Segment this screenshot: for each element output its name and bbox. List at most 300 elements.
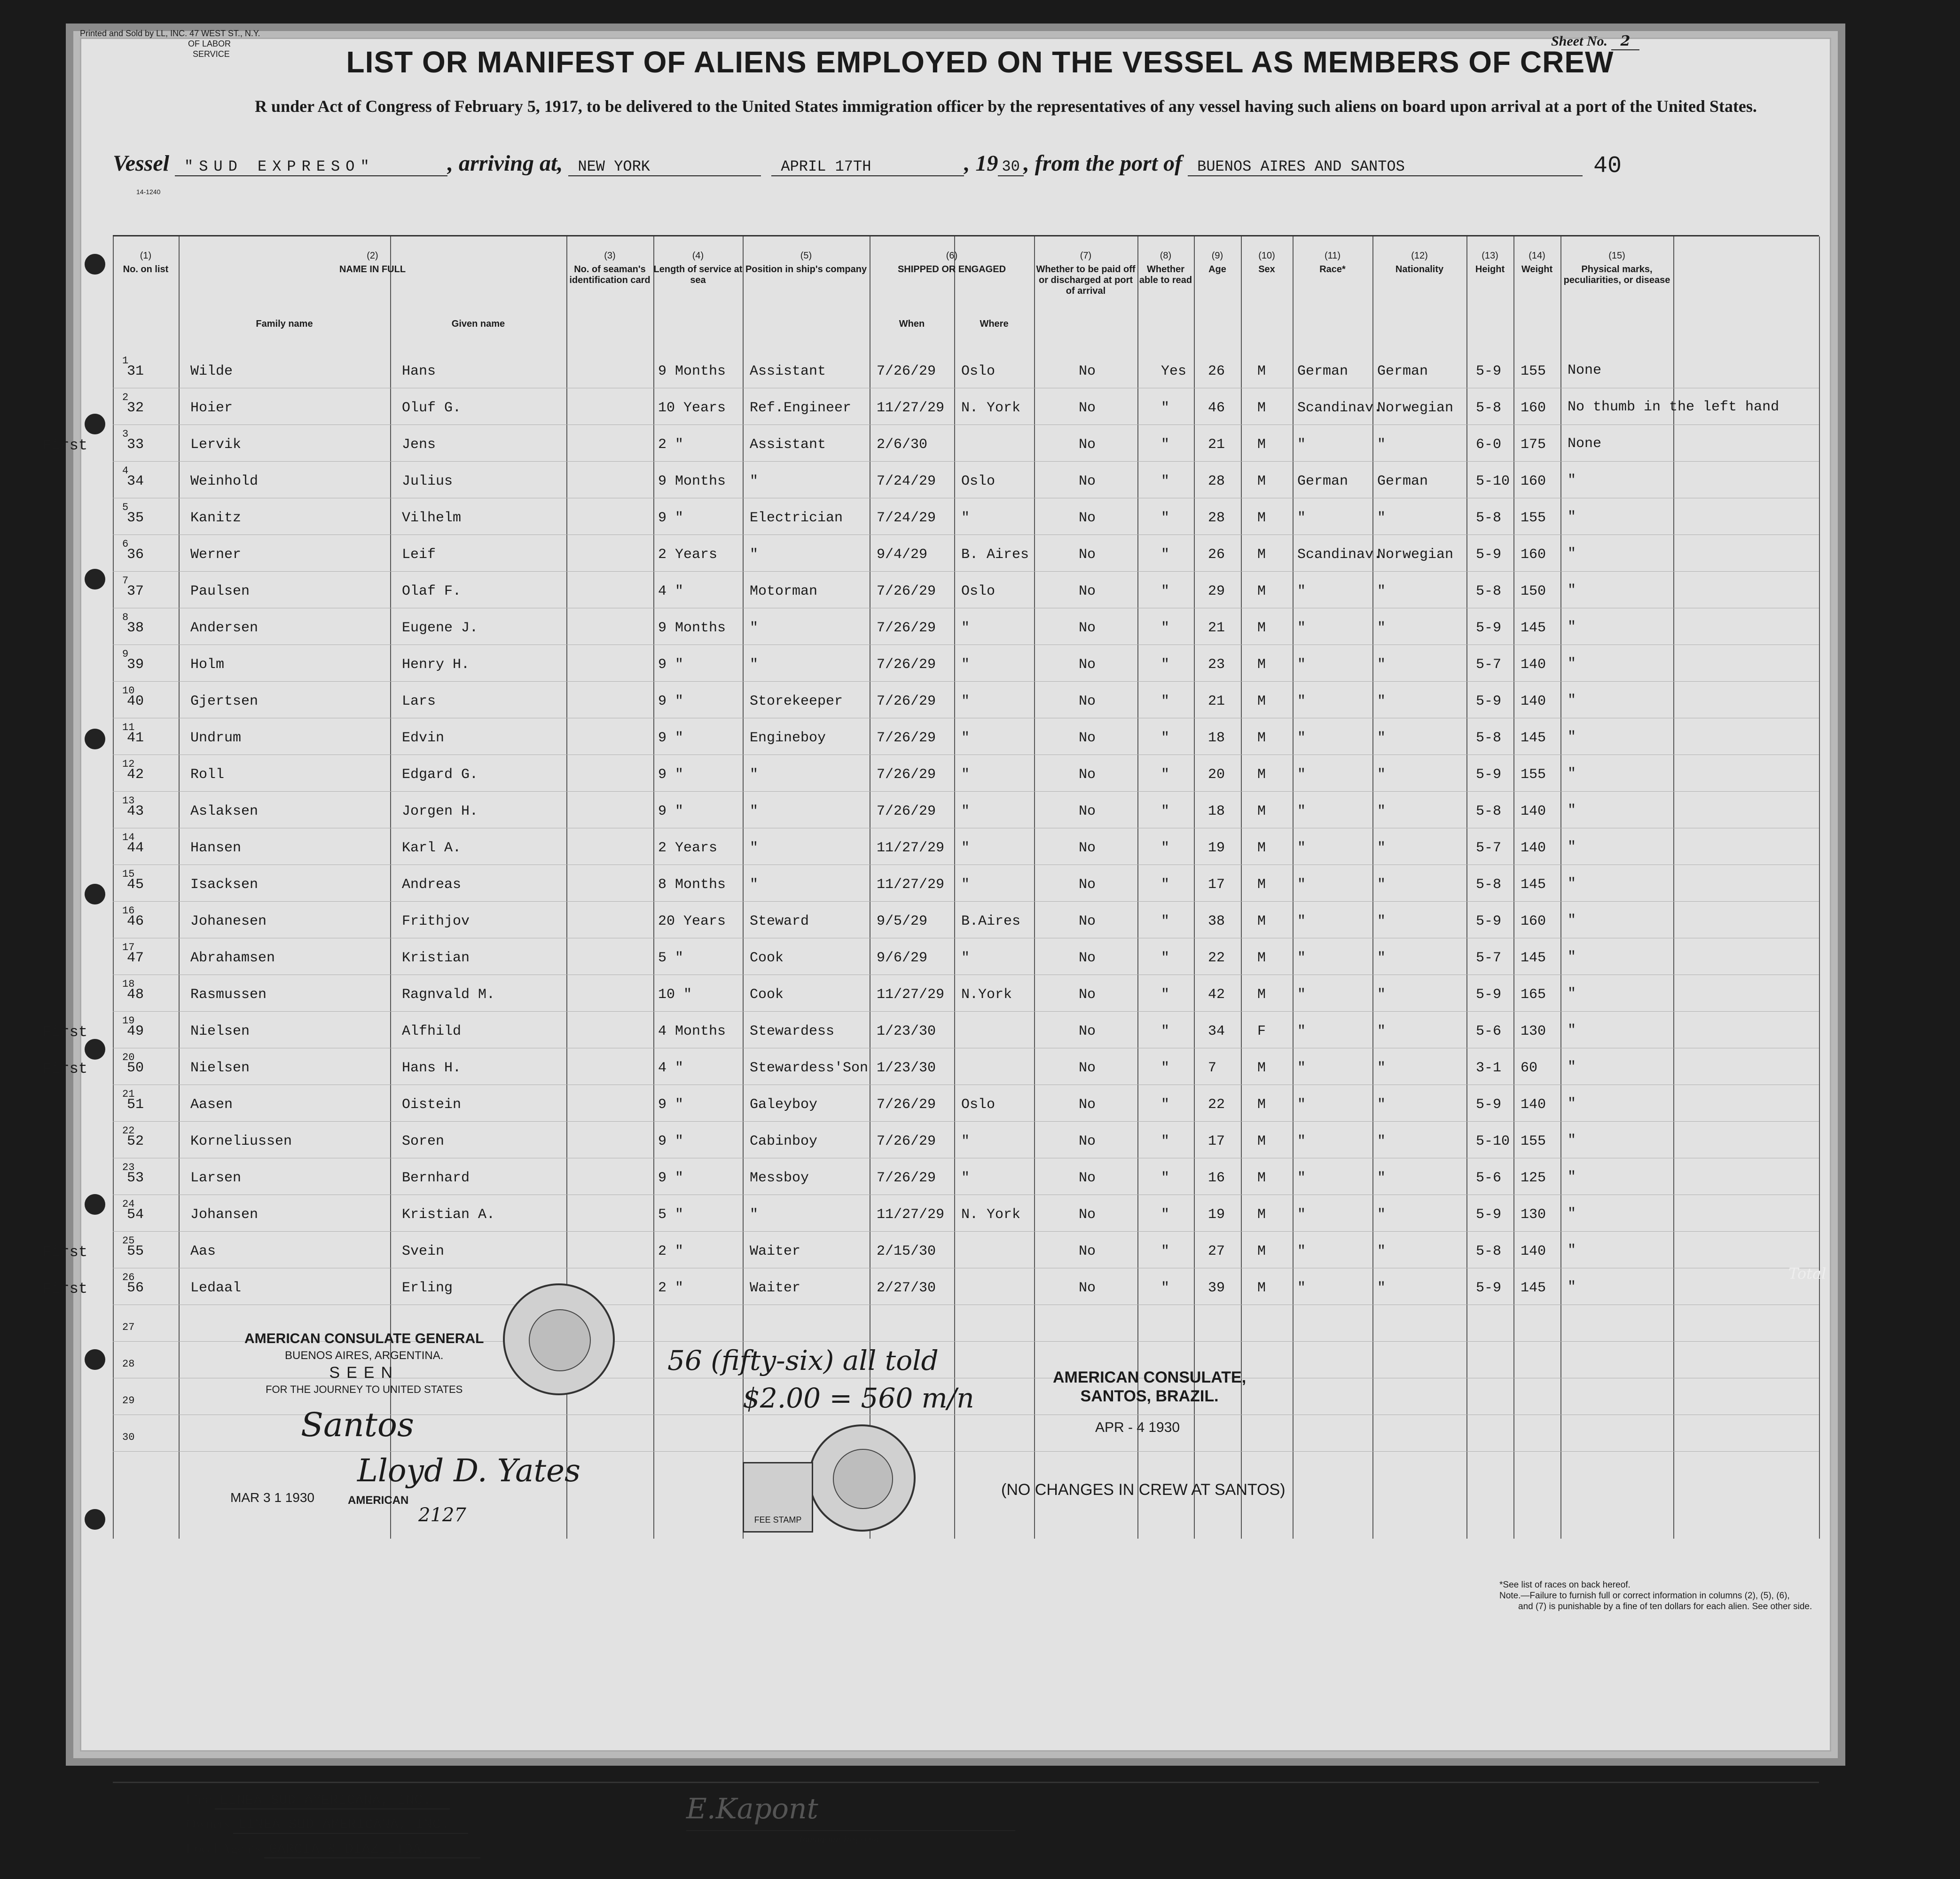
cell-age: 28 — [1208, 510, 1225, 526]
cell-age: 27 — [1208, 1243, 1225, 1259]
cell-weight: 145 — [1521, 620, 1546, 636]
cell-position: Messboy — [750, 1170, 809, 1186]
col-header-5 — [743, 251, 870, 275]
cell-service: 2 " — [658, 437, 684, 453]
cell-family: Roll — [190, 767, 225, 783]
form-number: 14-1240 — [136, 188, 161, 196]
cell-given: Oistein — [402, 1097, 462, 1113]
cell-service: 5 " — [658, 950, 684, 966]
cell-position: " — [750, 1207, 759, 1223]
margin-annotation: First — [42, 1243, 88, 1261]
list-number: 53 — [127, 1170, 144, 1186]
binder-hole — [85, 1349, 105, 1370]
cell-sex: M — [1257, 473, 1266, 489]
cell-service: 9 " — [658, 803, 684, 819]
department-text: OF LABOR — [188, 39, 231, 48]
cell-when: 9/6/29 — [877, 950, 928, 966]
cell-nat: " — [1377, 1060, 1386, 1076]
vessel-label: Vessel — [113, 151, 169, 176]
cell-position: " — [750, 840, 759, 856]
cell-service: 2 " — [658, 1280, 684, 1296]
cell-paid: No — [1079, 1060, 1096, 1076]
column-divider — [1513, 236, 1514, 1539]
cell-weight: 125 — [1521, 1170, 1546, 1186]
column-divider — [1034, 236, 1035, 1539]
owners-value: LINEA SUD AMERICANA, INC. — [233, 1817, 468, 1834]
cell-position: Engineboy — [750, 730, 826, 746]
cell-height: 5-9 — [1476, 1097, 1502, 1113]
cell-paid: No — [1079, 1280, 1096, 1296]
row-rule — [113, 791, 1819, 792]
cell-given: Svein — [402, 1243, 445, 1259]
arrival-date: APRIL 17TH — [771, 158, 964, 176]
line-number: 17 — [122, 942, 135, 953]
footer-form-code: 14-1240 — [186, 1871, 210, 1879]
line-number: 2 — [122, 392, 129, 403]
line-number: 12 — [122, 758, 135, 770]
consulate-stamp-santos — [1053, 1368, 1246, 1406]
cell-height: 5-7 — [1476, 657, 1502, 673]
cell-when: 7/26/29 — [877, 363, 936, 379]
cell-age: 17 — [1208, 877, 1225, 893]
cell-paid: No — [1079, 767, 1096, 783]
binder-hole — [85, 1509, 105, 1530]
row-rule — [113, 1451, 1819, 1452]
handwritten-total: 56 (fifty-six) all told — [667, 1344, 939, 1376]
line-number: 9 — [122, 648, 129, 660]
cell-marks: " — [1568, 1096, 1576, 1112]
cell-race: German — [1297, 473, 1348, 489]
cell-when: 2/27/30 — [877, 1280, 936, 1296]
line-number: 30 — [122, 1431, 135, 1443]
line-number: 29 — [122, 1395, 135, 1407]
cell-height: 5-7 — [1476, 950, 1502, 966]
cell-family: Nielsen — [190, 1023, 250, 1039]
cell-marks: " — [1568, 1242, 1576, 1258]
cell-service: 8 Months — [658, 877, 726, 893]
cell-family: Andersen — [190, 620, 259, 636]
cell-race: " — [1297, 913, 1306, 929]
cell-marks: " — [1568, 876, 1576, 892]
cell-marks: " — [1568, 582, 1576, 598]
col-number: (10) — [1258, 251, 1275, 261]
cell-service: 9 " — [658, 1133, 684, 1149]
page-title: LIST OR MANIFEST OF ALIENS EMPLOYED ON THE VESSEL AS MEMBERS OF CREW — [346, 45, 1614, 79]
department-service: SERVICE — [193, 49, 230, 59]
col-header-7 — [1034, 251, 1137, 297]
cell-weight: 145 — [1521, 730, 1546, 746]
cell-given: Lars — [402, 693, 436, 709]
cell-position: " — [750, 657, 759, 673]
stamp-line: SANTOS, BRAZIL. — [1080, 1387, 1219, 1405]
cell-race: " — [1297, 1170, 1306, 1186]
fee-number: 2127 — [418, 1504, 466, 1526]
cell-when: 11/27/29 — [877, 987, 945, 1003]
cell-height: 5-9 — [1476, 987, 1502, 1003]
cell-where: " — [961, 803, 970, 819]
cell-race: German — [1297, 363, 1348, 379]
cell-service: 9 " — [658, 767, 684, 783]
list-number: 47 — [127, 950, 144, 966]
cell-service: 10 Years — [658, 400, 726, 416]
col-header-15 — [1560, 251, 1673, 286]
cell-nat: " — [1377, 803, 1386, 819]
cell-race: " — [1297, 803, 1306, 819]
cell-service: 4 " — [658, 1060, 684, 1076]
cell-position: " — [750, 620, 759, 636]
cell-age: 17 — [1208, 1133, 1225, 1149]
cell-weight: 140 — [1521, 1243, 1546, 1259]
margin-annotation: First — [42, 1060, 88, 1077]
line-number: 28 — [122, 1358, 135, 1370]
cell-family: Abrahamsen — [190, 950, 275, 966]
list-number: 33 — [127, 437, 144, 453]
cell-weight: 130 — [1521, 1023, 1546, 1039]
cell-paid: No — [1079, 437, 1096, 453]
cell-paid: No — [1079, 620, 1096, 636]
cell-paid: No — [1079, 547, 1096, 563]
col-header-1 — [113, 251, 179, 275]
col-label: Weight — [1521, 264, 1553, 275]
cell-height: 5-8 — [1476, 400, 1502, 416]
footer — [113, 1782, 1819, 1879]
fee-stamp-label: FEE STAMP — [754, 1515, 802, 1525]
col-number: (2) — [367, 251, 378, 261]
owners-label: Owners — [186, 1816, 230, 1832]
cell-given: Leif — [402, 547, 436, 563]
cell-when: 9/4/29 — [877, 547, 928, 563]
cell-sex: M — [1257, 913, 1266, 929]
from-port: BUENOS AIRES AND SANTOS — [1188, 158, 1583, 176]
printer-address: LL, INC. 47 WEST ST., N.Y. — [156, 29, 260, 38]
cell-race: " — [1297, 583, 1306, 599]
cell-position: Cook — [750, 987, 784, 1003]
stamp-date-santos: APR - 4 1930 — [1095, 1420, 1180, 1435]
cell-race: Scandinav. — [1297, 547, 1382, 563]
cell-read: " — [1161, 877, 1170, 893]
owners-field — [186, 1816, 468, 1834]
cell-race: Scandinav. — [1297, 400, 1382, 416]
line-number: 18 — [122, 978, 135, 990]
cell-paid: No — [1079, 1023, 1096, 1039]
cell-height: 5-8 — [1476, 583, 1502, 599]
line-label: Line — [186, 1792, 212, 1807]
binder-hole — [85, 1194, 105, 1215]
cell-given: Edgard G. — [402, 767, 478, 783]
list-number: 36 — [127, 547, 144, 563]
cell-service: 4 Months — [658, 1023, 726, 1039]
list-number: 41 — [127, 730, 144, 746]
line-number: 13 — [122, 795, 135, 807]
cell-where: " — [961, 767, 970, 783]
arriving-label: , arriving at, — [447, 151, 563, 176]
cell-weight: 165 — [1521, 987, 1546, 1003]
cell-age: 34 — [1208, 1023, 1225, 1039]
cell-position: " — [750, 767, 759, 783]
line-number: 11 — [122, 722, 135, 733]
cell-paid: No — [1079, 1243, 1096, 1259]
cell-when: 9/5/29 — [877, 913, 928, 929]
cell-service: 4 " — [658, 583, 684, 599]
cell-service: 20 Years — [658, 913, 726, 929]
cell-where: B.Aires — [961, 913, 1021, 929]
binder-hole — [85, 884, 105, 904]
cell-marks: " — [1568, 1022, 1576, 1038]
cell-when: 7/26/29 — [877, 1097, 936, 1113]
cell-given: Edvin — [402, 730, 445, 746]
col-number: (8) — [1160, 251, 1172, 261]
cell-family: Larsen — [190, 1170, 242, 1186]
line-number: 3 — [122, 428, 129, 440]
cell-marks: " — [1568, 839, 1576, 855]
cell-nat: " — [1377, 657, 1386, 673]
cell-given: Kristian A. — [402, 1207, 495, 1223]
cell-given: Bernhard — [402, 1170, 470, 1186]
cell-age: 28 — [1208, 473, 1225, 489]
col-number: (5) — [800, 251, 812, 261]
binder-hole — [85, 1039, 105, 1060]
cell-given: Hans H. — [402, 1060, 462, 1076]
cell-age: 42 — [1208, 987, 1225, 1003]
column-divider — [1372, 236, 1373, 1539]
cell-height: 5-9 — [1476, 547, 1502, 563]
cell-family: Aslaksen — [190, 803, 259, 819]
line-number: 25 — [122, 1235, 135, 1247]
cell-when: 11/27/29 — [877, 1207, 945, 1223]
cell-race: " — [1297, 1097, 1306, 1113]
cell-race: " — [1297, 1133, 1306, 1149]
note-line: Note.—Failure to furnish full or correct information in columns (2), (5), (6), — [1499, 1591, 1790, 1601]
cell-when: 7/26/29 — [877, 730, 936, 746]
cell-when: 7/26/29 — [877, 767, 936, 783]
cell-family: Aas — [190, 1243, 216, 1259]
cell-age: 21 — [1208, 693, 1225, 709]
row-rule — [113, 1231, 1819, 1232]
cell-race: " — [1297, 437, 1306, 453]
line-value: LINEA SUD AMERICANA, INC. — [215, 1793, 450, 1809]
consulate-stamp-buenos-aires — [244, 1330, 484, 1398]
cell-height: 5-6 — [1476, 1023, 1502, 1039]
cell-when: 7/26/29 — [877, 1133, 936, 1149]
cell-age: 18 — [1208, 730, 1225, 746]
cell-paid: No — [1079, 877, 1096, 893]
col-label: NAME IN FULL — [339, 264, 406, 275]
cell-age: 16 — [1208, 1170, 1225, 1186]
cell-family: Rasmussen — [190, 987, 267, 1003]
col-header-3 — [566, 251, 653, 286]
stamp-line: BUENOS AIRES, ARGENTINA. — [285, 1349, 444, 1362]
cell-height: 3-1 — [1476, 1060, 1502, 1076]
cell-age: 39 — [1208, 1280, 1225, 1296]
list-number: 45 — [127, 877, 144, 893]
year-suffix: 30 — [998, 158, 1023, 176]
cell-paid: No — [1079, 950, 1096, 966]
cell-read: " — [1161, 840, 1170, 856]
cell-when: 7/26/29 — [877, 1170, 936, 1186]
cell-read: " — [1161, 1133, 1170, 1149]
column-divider — [1293, 236, 1294, 1539]
cell-height: 5-8 — [1476, 877, 1502, 893]
cell-when: 1/23/30 — [877, 1060, 936, 1076]
cell-height: 5-9 — [1476, 620, 1502, 636]
col-subheader-where: Where — [980, 319, 1009, 329]
cell-age: 21 — [1208, 620, 1225, 636]
cell-given: Jorgen H. — [402, 803, 478, 819]
line-number: 19 — [122, 1015, 135, 1027]
cell-position: Stewardess'Son — [750, 1060, 869, 1076]
cell-weight: 155 — [1521, 363, 1546, 379]
seal-center — [529, 1309, 591, 1372]
no-changes-stamp: (NO CHANGES IN CREW AT SANTOS) — [1001, 1481, 1286, 1499]
cell-given: Erling — [402, 1280, 453, 1296]
cell-read: " — [1161, 950, 1170, 966]
cell-where: N. York — [961, 400, 1021, 416]
cell-given: Hans — [402, 363, 436, 379]
col-header-6 — [870, 251, 1034, 275]
cell-height: 5-9 — [1476, 1207, 1502, 1223]
cell-height: 5-9 — [1476, 693, 1502, 709]
cell-given: Vilhelm — [402, 510, 462, 526]
cell-position: Galeyboy — [750, 1097, 818, 1113]
cell-race: " — [1297, 767, 1306, 783]
footer-note — [1499, 1580, 1812, 1612]
cell-height: 5-7 — [1476, 840, 1502, 856]
col-label: Age — [1208, 264, 1226, 275]
inspector-label: Immigrant Inspector — [799, 1834, 880, 1844]
binder-hole — [85, 414, 105, 434]
cell-given: Olaf F. — [402, 583, 462, 599]
cell-where: Oslo — [961, 363, 996, 379]
col-label: Whether able to read — [1139, 264, 1192, 285]
cell-marks: " — [1568, 1279, 1576, 1295]
cell-read: " — [1161, 437, 1170, 453]
column-divider — [179, 236, 180, 1539]
cell-weight: 140 — [1521, 693, 1546, 709]
cell-weight: 160 — [1521, 547, 1546, 563]
col-number: (4) — [692, 251, 704, 261]
cell-service: 9 Months — [658, 620, 726, 636]
stamp-line: SEEN — [329, 1364, 400, 1382]
cell-age: 19 — [1208, 840, 1225, 856]
margin-annotation: First — [42, 1280, 88, 1297]
margin-annotation: First — [42, 437, 88, 454]
cell-paid: No — [1079, 1097, 1096, 1113]
cell-service: 9 Months — [658, 363, 726, 379]
cell-family: Isacksen — [190, 877, 259, 893]
cell-weight: 60 — [1521, 1060, 1538, 1076]
cell-weight: 145 — [1521, 950, 1546, 966]
cell-sex: M — [1257, 620, 1266, 636]
col-header-8 — [1137, 251, 1194, 286]
cell-read: " — [1161, 1060, 1170, 1076]
cell-nat: " — [1377, 1280, 1386, 1296]
cell-marks: " — [1568, 802, 1576, 818]
cell-read: " — [1161, 1097, 1170, 1113]
column-divider — [1137, 236, 1138, 1539]
cell-where: " — [961, 657, 970, 673]
col-label: Nationality — [1395, 264, 1444, 275]
list-number: 31 — [127, 363, 144, 379]
cell-weight: 140 — [1521, 657, 1546, 673]
year-prefix: , 19 — [964, 151, 998, 176]
cell-sex: M — [1257, 1060, 1266, 1076]
cell-race: " — [1297, 950, 1306, 966]
cell-read: " — [1161, 693, 1170, 709]
cell-read: " — [1161, 767, 1170, 783]
cell-service: 9 " — [658, 510, 684, 526]
cell-marks: " — [1568, 656, 1576, 672]
row-rule — [113, 901, 1819, 902]
cell-read: " — [1161, 473, 1170, 489]
cell-race: " — [1297, 1207, 1306, 1223]
row-rule — [113, 571, 1819, 572]
col-header-9 — [1194, 251, 1241, 275]
cell-nat: Norwegian — [1377, 400, 1454, 416]
row-rule — [113, 681, 1819, 682]
cell-weight: 140 — [1521, 803, 1546, 819]
cell-position: Waiter — [750, 1280, 801, 1296]
cell-weight: 160 — [1521, 400, 1546, 416]
cell-weight: 145 — [1521, 877, 1546, 893]
cell-height: 5-8 — [1476, 803, 1502, 819]
col-label: No. of seaman's identification card — [569, 264, 651, 285]
cell-position: Cabinboy — [750, 1133, 818, 1149]
cell-paid: No — [1079, 730, 1096, 746]
fee-stamp-seal — [808, 1424, 916, 1532]
column-divider — [1560, 236, 1561, 1539]
cell-when: 7/26/29 — [877, 583, 936, 599]
line-number: 4 — [122, 465, 129, 477]
cell-where: " — [961, 510, 970, 526]
cell-read: " — [1161, 730, 1170, 746]
cell-nat: " — [1377, 693, 1386, 709]
stamp-signed-by: AMERICAN — [348, 1494, 409, 1507]
agents-field — [186, 1840, 480, 1858]
cell-nat: " — [1377, 1207, 1386, 1223]
cell-given: Ragnvald M. — [402, 987, 495, 1003]
cell-nat: " — [1377, 730, 1386, 746]
cell-family: Hoier — [190, 400, 233, 416]
cell-paid: No — [1079, 987, 1096, 1003]
column-divider — [954, 236, 955, 1539]
col-number: (15) — [1608, 251, 1625, 261]
col-label: Position in ship's company — [745, 264, 867, 275]
cell-paid: No — [1079, 510, 1096, 526]
cell-nat: " — [1377, 913, 1386, 929]
cell-paid: No — [1079, 840, 1096, 856]
consul-signature: Lloyd D. Yates — [357, 1453, 580, 1489]
cell-race: " — [1297, 693, 1306, 709]
cell-family: Undrum — [190, 730, 242, 746]
cell-race: " — [1297, 987, 1306, 1003]
cell-read: " — [1161, 987, 1170, 1003]
line-number: 6 — [122, 538, 129, 550]
cell-nat: " — [1377, 620, 1386, 636]
cell-nat: " — [1377, 1097, 1386, 1113]
cell-when: 2/6/30 — [877, 437, 928, 453]
cell-weight: 160 — [1521, 473, 1546, 489]
list-number: 39 — [127, 657, 144, 673]
inspector-signature-line — [686, 1830, 1015, 1831]
cell-when: 11/27/29 — [877, 877, 945, 893]
cell-weight: 155 — [1521, 1133, 1546, 1149]
cell-given: Kristian — [402, 950, 470, 966]
cell-race: " — [1297, 840, 1306, 856]
cell-marks: " — [1568, 1132, 1576, 1148]
line-number: 10 — [122, 685, 135, 697]
cell-age: 20 — [1208, 767, 1225, 783]
row-rule — [113, 1011, 1819, 1012]
